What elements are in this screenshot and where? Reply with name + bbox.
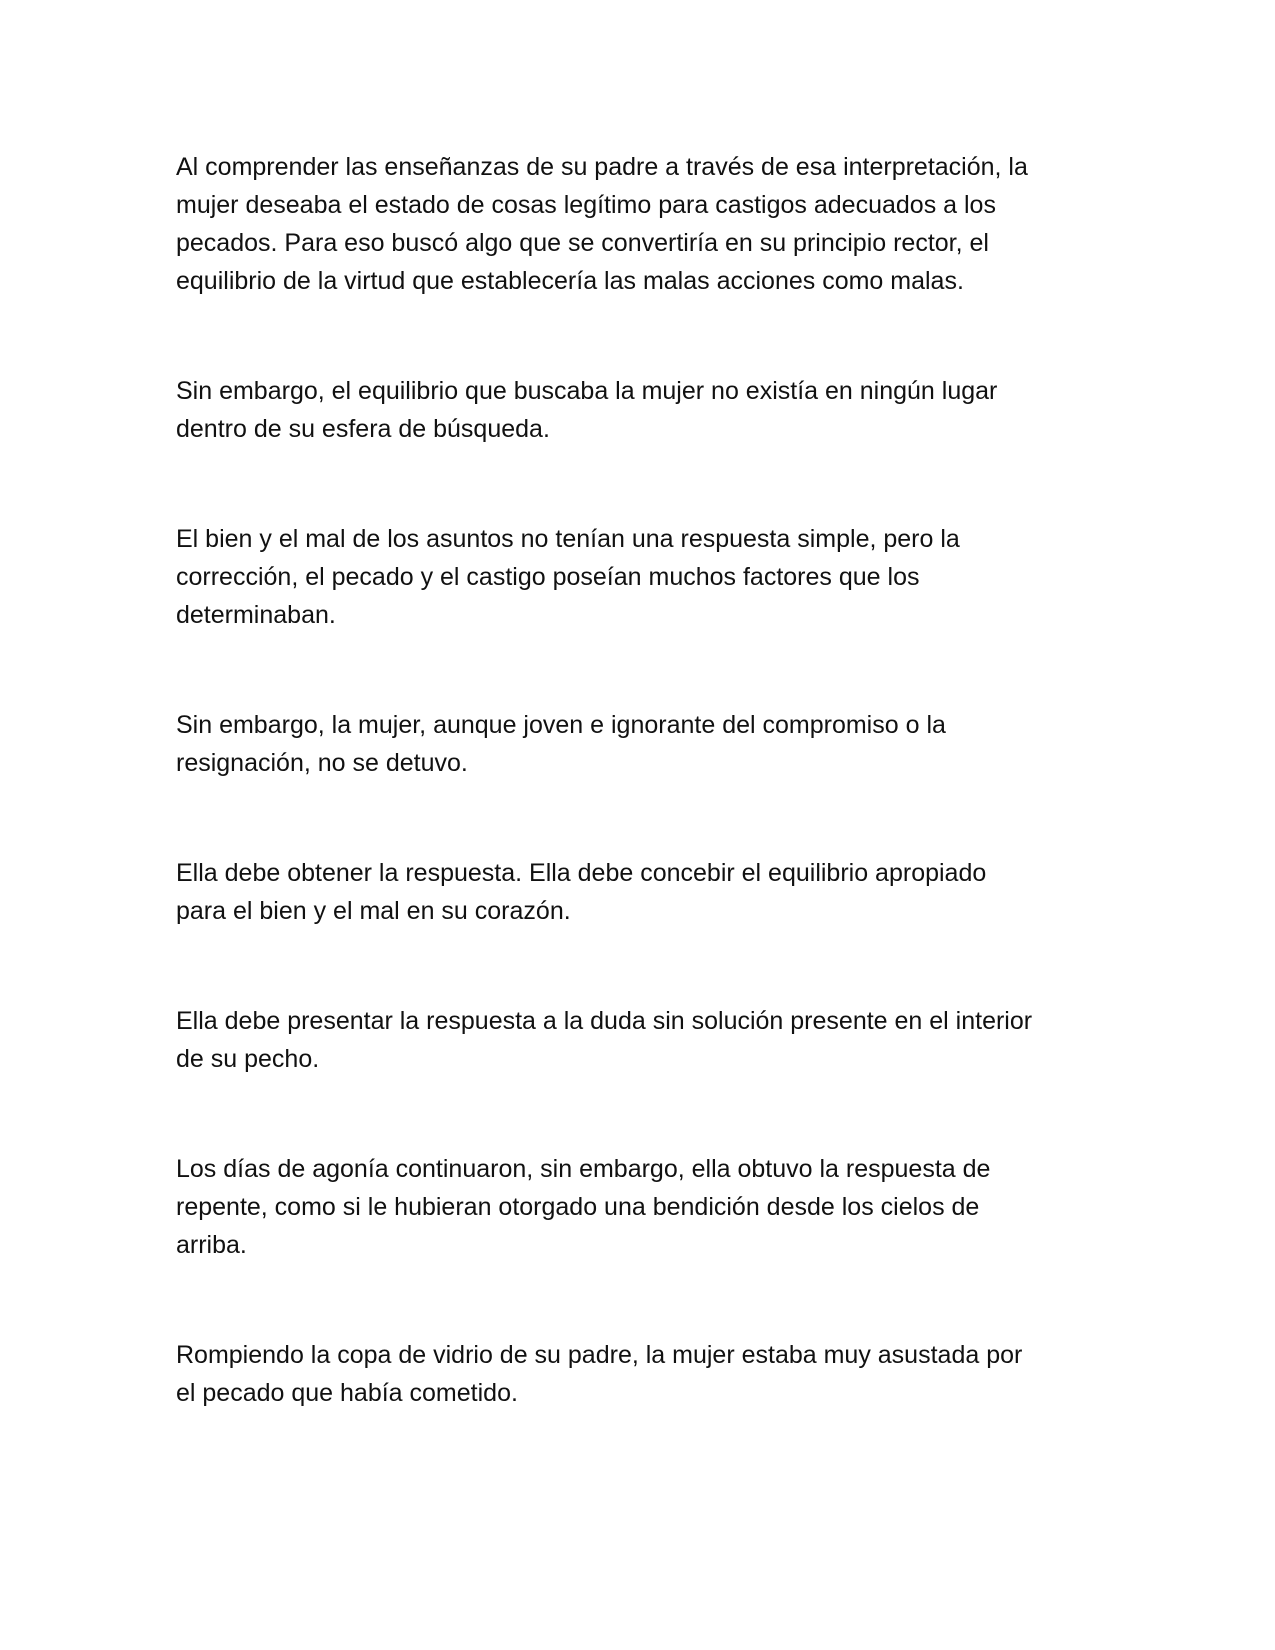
document-body [176,148,1096,1412]
paragraph-8: Rompiendo la copa de vidrio de su padre, la mujer estaba muy asustada por el pecado que había cometido. [176,1341,1023,1407]
paragraph-2: Sin embargo, el equilibrio que buscaba la mujer no existía en ningún lugar dentro de su esfera de búsqueda. [176,377,998,443]
paragraph-7: Los días de agonía continuaron, sin embargo, ella obtuvo la respuesta de repente, como si le hubieran otorgado una bendición desde los cielos de arriba. [176,1155,991,1259]
paragraph-6: Ella debe presentar la respuesta a la duda sin solución presente en el interior de su pecho. [176,1007,1033,1073]
paragraph-5: Ella debe obtener la respuesta. Ella debe concebir el equilibrio apropiado para el bien y el mal en su corazón. [176,859,987,925]
paragraph-1: Al comprender las enseñanzas de su padre a través de esa interpretación, la mujer deseaba el estado de cosas legítimo para castigos adecuados a los pecados. Para eso buscó algo que se convertiría en su principio rector, el equilibrio de la virtud que establecería las malas acciones como malas. [176,153,1028,295]
paragraph-4: Sin embargo, la mujer, aunque joven e ignorante del compromiso o la resignación, no se detuvo. [176,711,946,777]
paragraph-3: El bien y el mal de los asuntos no tenían una respuesta simple, pero la corrección, el pecado y el castigo poseían muchos factores que los determinaban. [176,525,960,629]
